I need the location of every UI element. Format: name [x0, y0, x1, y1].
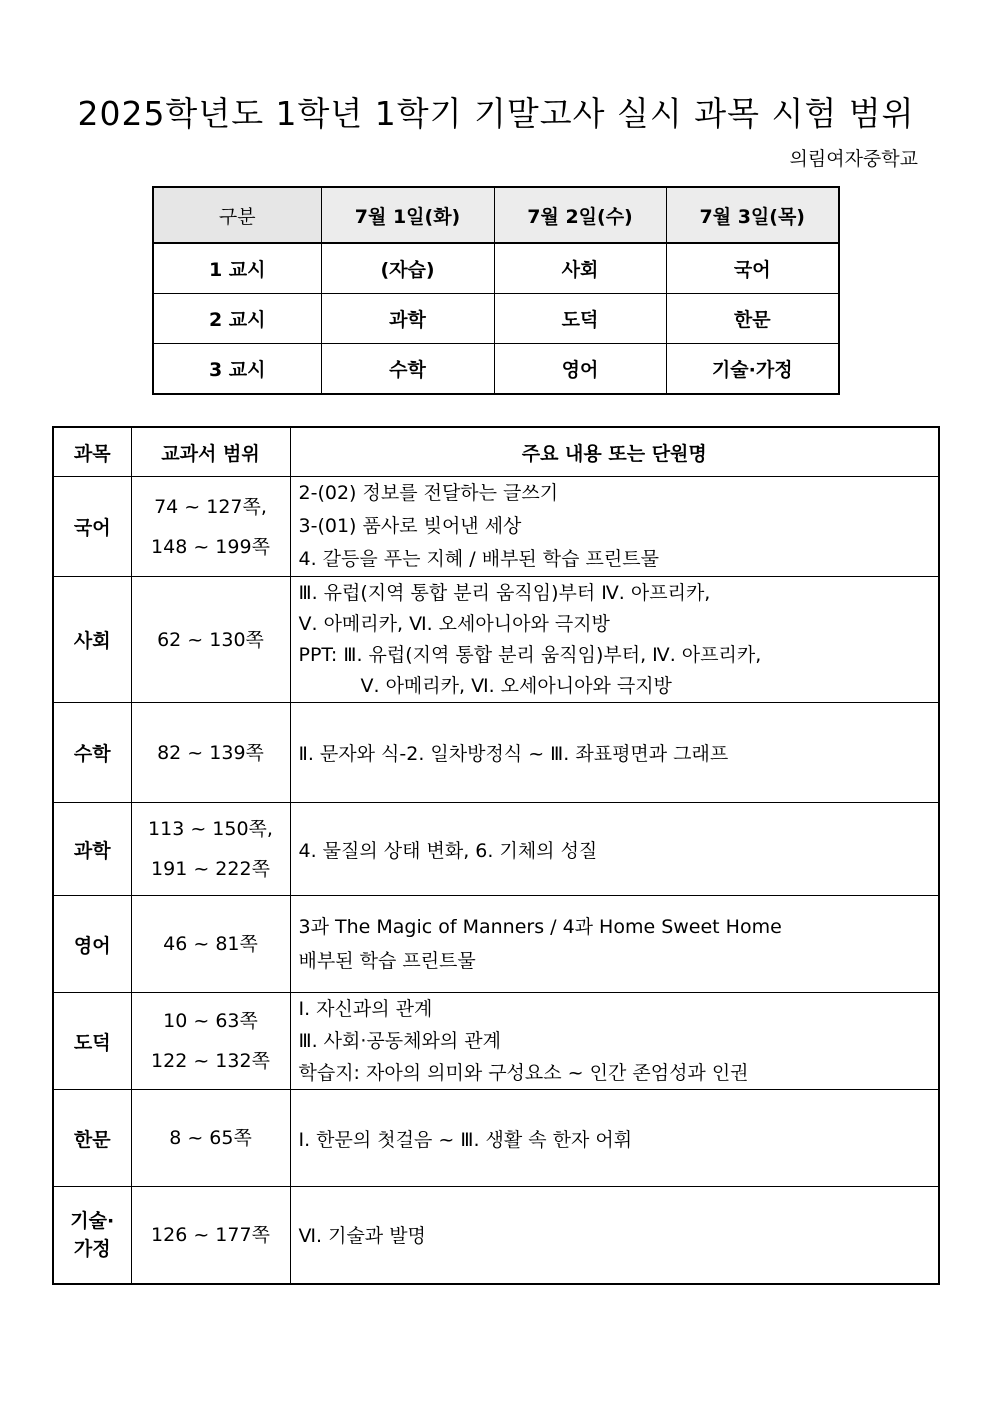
content-cell: [290, 1187, 939, 1284]
content-cell: [290, 993, 939, 1090]
subject-cell: 사회: [53, 577, 131, 703]
content-cell: [290, 577, 939, 703]
range-row-english: [53, 896, 939, 993]
schedule-corner-cell: 구분: [153, 187, 321, 243]
period-label: 1 교시: [153, 243, 321, 294]
pages-line: 122 ~ 132쪽: [151, 1050, 270, 1072]
content-line: Ⅴ. 아메리카, Ⅵ. 오세아니아와 극지방: [360, 674, 672, 697]
content-cell: [290, 477, 939, 577]
subject-line: 기술·: [70, 1209, 115, 1232]
content-line: Ⅴ. 아메리카, Ⅵ. 오세아니아와 극지방: [298, 612, 610, 635]
subject-cell: [53, 1187, 131, 1284]
content-line: 4. 물질의 상태 변화, 6. 기체의 성질: [298, 839, 598, 862]
subject-cell: 영어: [53, 896, 131, 993]
pages-cell: [131, 477, 290, 577]
subject-line: 가정: [73, 1237, 111, 1260]
schedule-subject: 영어: [494, 344, 666, 395]
range-row-science: [53, 803, 939, 896]
schedule-subject: 과학: [321, 294, 494, 344]
content-cell: [290, 803, 939, 896]
period-label: 3 교시: [153, 344, 321, 395]
content-line: Ⅵ. 기술과 발명: [298, 1225, 426, 1248]
range-row-hanmun: [53, 1090, 939, 1187]
pages-line: 126 ~ 177쪽: [151, 1223, 270, 1246]
subject-cell: 한문: [53, 1090, 131, 1187]
schedule-row: [153, 294, 839, 344]
range-row-ethics: [53, 993, 939, 1090]
pages-cell: [131, 803, 290, 896]
pages-cell: [131, 703, 290, 803]
pages-cell: [131, 993, 290, 1090]
range-row-korean: [53, 477, 939, 577]
subject-cell: 과학: [53, 803, 131, 896]
schedule-subject: 국어: [666, 243, 839, 294]
subject-cell: 수학: [53, 703, 131, 803]
range-row-math: [53, 703, 939, 803]
pages-cell: [131, 1090, 290, 1187]
content-line: Ⅰ. 자신과의 관계: [298, 998, 433, 1020]
content-line: 4. 갈등을 푸는 지혜 / 배부된 학습 프린트물: [298, 548, 659, 570]
content-line: Ⅰ. 한문의 첫걸음 ~ Ⅲ. 생활 속 한자 어휘: [298, 1128, 633, 1151]
pages-line: 74 ~ 127쪽,: [154, 495, 267, 518]
pages-line: 148 ~ 199쪽: [151, 535, 270, 558]
schedule-subject: 기술·가정: [666, 344, 839, 395]
content-line: Ⅱ. 문자와 식-2. 일차방정식 ~ Ⅲ. 좌표평면과 그래프: [298, 743, 729, 765]
pages-line: 191 ~ 222쪽: [151, 858, 270, 880]
pages-line: 113 ~ 150쪽,: [148, 818, 273, 840]
content-line: 학습지: 자아의 의미와 구성요소 ~ 인간 존엄성과 인권: [298, 1062, 749, 1084]
range-header-row: [53, 427, 939, 477]
schedule-subject: 수학: [321, 344, 494, 395]
schedule-header-row: [153, 187, 839, 243]
exam-schedule-table: [152, 186, 840, 395]
content-cell: [290, 896, 939, 993]
schedule-subject: (자습): [321, 243, 494, 294]
subject-cell: 국어: [53, 477, 131, 577]
content-cell: [290, 1090, 939, 1187]
exam-range-table: [52, 426, 940, 1285]
pages-line: 46 ~ 81쪽: [163, 933, 258, 955]
content-line: 3-(01) 품사로 빚어낸 세상: [298, 515, 522, 537]
schedule-row: [153, 243, 839, 294]
content-line: 배부된 학습 프린트물: [298, 950, 476, 972]
content-line: PPT: Ⅲ. 유럽(지역 통합 분리 움직임)부터, Ⅳ. 아프리카,: [298, 643, 762, 666]
header-main-content: 주요 내용 또는 단원명: [290, 427, 939, 477]
content-line: 3과 The Magic of Manners / 4과 Home Sweet Home: [298, 916, 782, 938]
content-line: Ⅲ. 사회·공동체와의 관계: [298, 1030, 501, 1052]
range-row-tech-home: [53, 1187, 939, 1284]
pages-cell: [131, 896, 290, 993]
pages-line: 8 ~ 65쪽: [169, 1127, 252, 1149]
period-label: 2 교시: [153, 294, 321, 344]
header-subject: 과목: [53, 427, 131, 477]
subject-cell: 도덕: [53, 993, 131, 1090]
schedule-subject: 사회: [494, 243, 666, 294]
pages-line: 62 ~ 130쪽: [157, 628, 264, 651]
pages-line: 10 ~ 63쪽: [163, 1010, 258, 1032]
range-row-social: [53, 577, 939, 703]
school-name: 의림여자중학교: [789, 148, 918, 170]
schedule-day-1: 7월 1일(화): [321, 187, 494, 243]
content-line: 2-(02) 정보를 전달하는 글쓰기: [298, 482, 559, 504]
schedule-day-3: 7월 3일(목): [666, 187, 839, 243]
pages-cell: [131, 577, 290, 703]
content-cell: [290, 703, 939, 803]
schedule-subject: 한문: [666, 294, 839, 344]
content-line: Ⅲ. 유럽(지역 통합 분리 움직임)부터 Ⅳ. 아프리카,: [298, 581, 711, 604]
pages-cell: [131, 1187, 290, 1284]
schedule-row: [153, 344, 839, 395]
schedule-subject: 도덕: [494, 294, 666, 344]
document-title: 2025학년도 1학년 1학기 기말고사 실시 과목 시험 범위: [77, 94, 915, 133]
schedule-day-2: 7월 2일(수): [494, 187, 666, 243]
header-textbook-range: 교과서 범위: [131, 427, 290, 477]
pages-line: 82 ~ 139쪽: [157, 741, 264, 764]
